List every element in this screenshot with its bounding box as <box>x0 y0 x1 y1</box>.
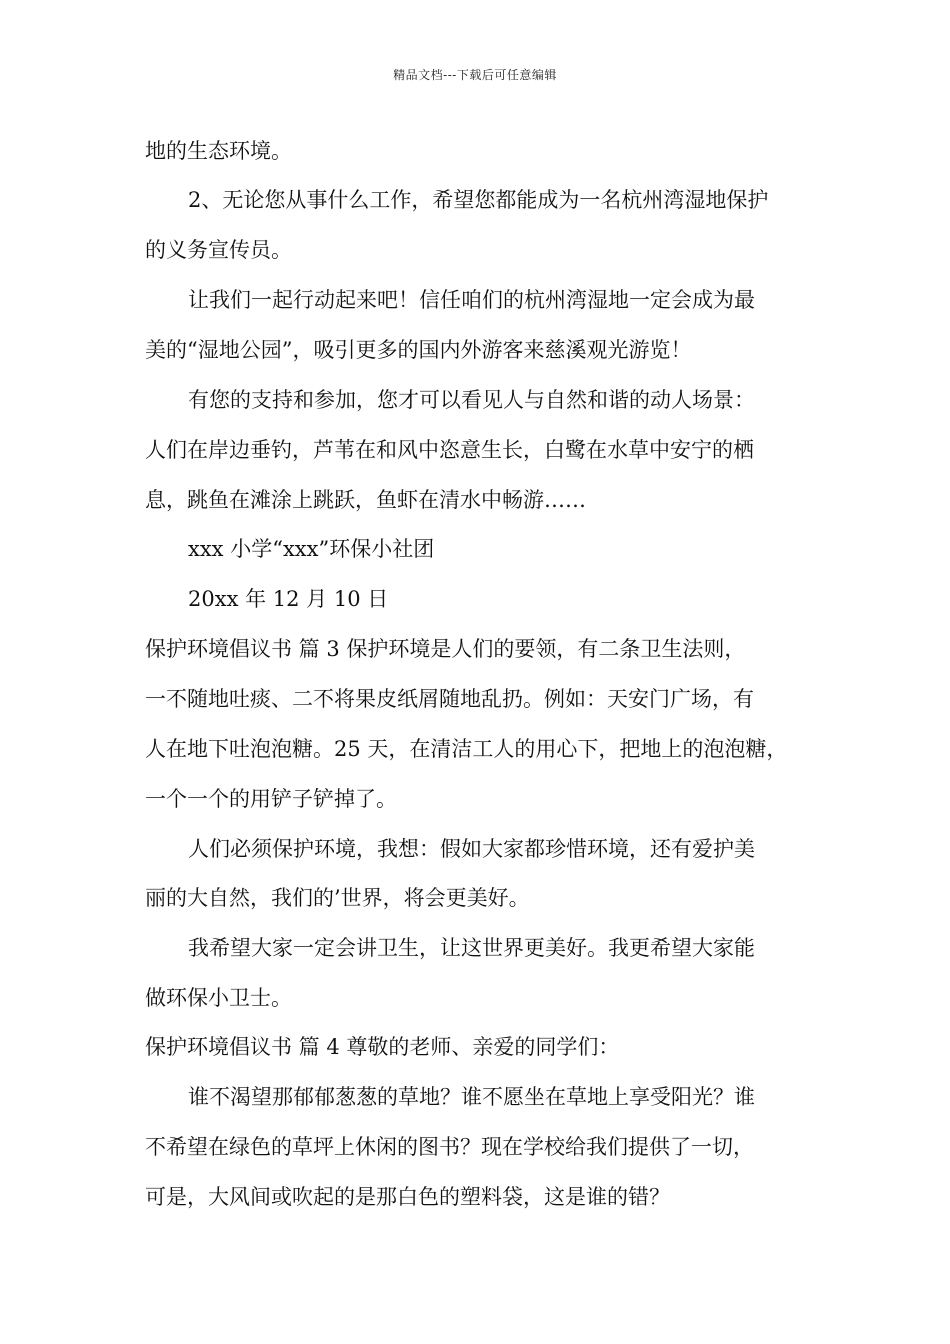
body-line: 地的生态环境。 <box>145 139 292 163</box>
body-line: 一不随地吐痰、二不将果皮纸屑随地乱扔。例如：天安门广场，有 <box>145 687 754 711</box>
body-line: 谁不渴望那郁郁葱葱的草地？谁不愿坐在草地上享受阳光？谁 <box>188 1085 755 1109</box>
body-line: 不希望在绿色的草坪上休闲的图书？现在学校给我们提供了一切， <box>145 1135 754 1159</box>
body-line: 我希望大家一定会讲卫生，让这世界更美好。我更希望大家能 <box>188 936 755 960</box>
page-header: 精品文档---下载后可任意编辑 <box>393 68 557 82</box>
body-line: 2、无论您从事什么工作，希望您都能成为一名杭州湾湿地保护 <box>188 188 769 212</box>
body-line: 丽的大自然，我们的’世界，将会更美好。 <box>145 886 530 910</box>
body-line: 人们必须保护环境，我想：假如大家都珍惜环境，还有爱护美 <box>188 837 755 861</box>
body-line: 的义务宣传员。 <box>145 238 292 262</box>
body-line: 息，跳鱼在滩涂上跳跃，鱼虾在清水中畅游…… <box>145 488 586 512</box>
body-line: 让我们一起行动起来吧！信任咱们的杭州湾湿地一定会成为最 <box>188 288 755 312</box>
date-line: 20xx 年 12 月 10 日 <box>188 587 389 611</box>
body-line: 美的“湿地公园”，吸引更多的国内外游客来慈溪观光游览！ <box>145 338 692 362</box>
body-line: 人在地下吐泡泡糖。25 天，在清洁工人的用心下，把地上的泡泡糖， <box>145 737 788 761</box>
body-line: 一个一个的用铲子铲掉了。 <box>145 787 397 811</box>
body-line: 做环保小卫士。 <box>145 986 292 1010</box>
body-line: 有您的支持和参加，您才可以看见人与自然和谐的动人场景： <box>188 388 755 412</box>
body-line: 人们在岸边垂钓，芦苇在和风中恣意生长，白鹭在水草中安宁的栖 <box>145 438 754 462</box>
body-line: 可是，大风间或吹起的是那白色的塑料袋，这是谁的错？ <box>145 1185 670 1209</box>
section-heading-line: 保护环境倡议书 篇 3 保护环境是人们的要领，有二条卫生法则， <box>145 637 746 661</box>
signature-line: xxx 小学“xxx”环保小社团 <box>188 537 435 561</box>
section-heading-line: 保护环境倡议书 篇 4 尊敬的老师、亲爱的同学们： <box>145 1035 620 1059</box>
